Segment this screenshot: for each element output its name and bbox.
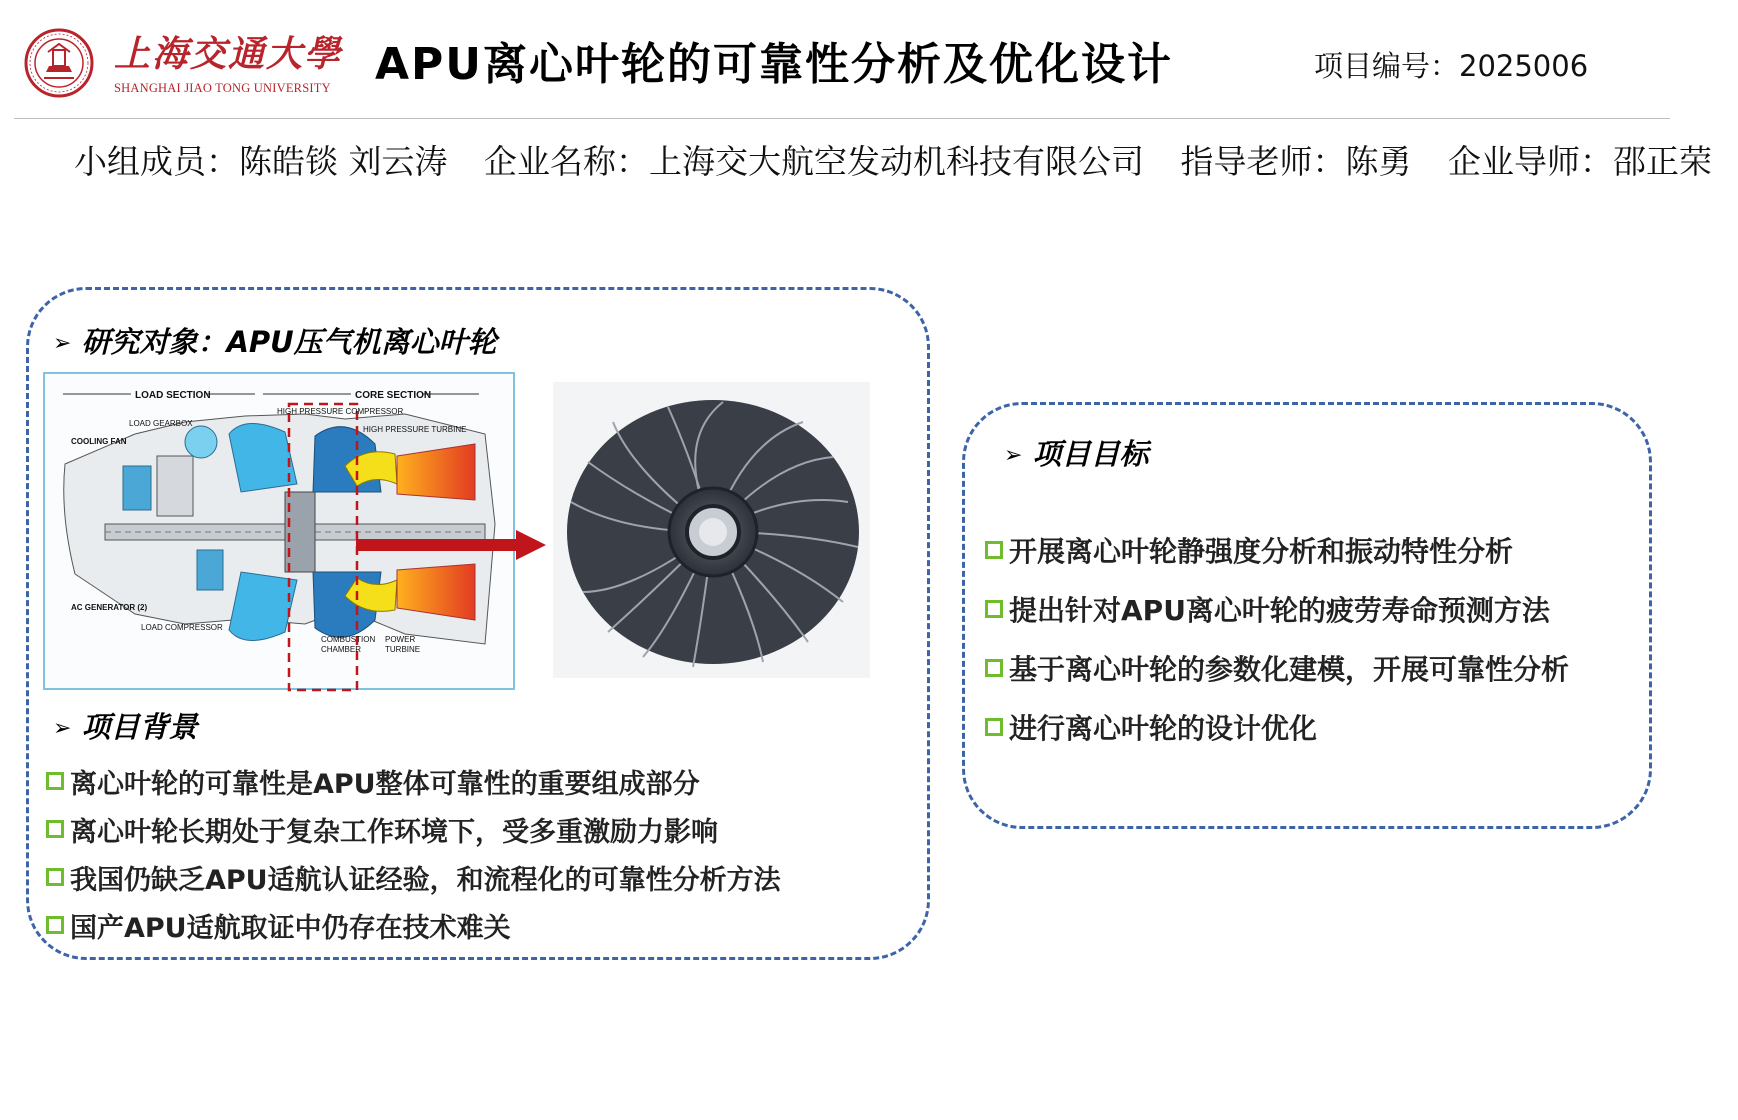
page-title: APU离心叶轮的可靠性分析及优化设计 xyxy=(375,39,1174,90)
svg-text:AC GENERATOR (2): AC GENERATOR (2) xyxy=(71,603,148,612)
svg-text:POWER: POWER xyxy=(385,635,416,644)
svg-text:COOLING FAN: COOLING FAN xyxy=(71,437,127,446)
research-object-heading: ➢ 研究对象：APU压气机离心叶轮 xyxy=(53,325,497,359)
logo-english-name: SHANGHAI JIAO TONG UNIVERSITY xyxy=(114,81,331,95)
checkbox-bullet-icon xyxy=(985,600,1003,618)
svg-text:LOAD COMPRESSOR: LOAD COMPRESSOR xyxy=(141,623,223,632)
red-arrow-icon xyxy=(356,530,546,560)
arrow-bullet-icon: ➢ xyxy=(53,331,72,356)
sjtu-seal-icon xyxy=(24,28,94,98)
arrow-bullet-icon: ➢ xyxy=(53,716,72,741)
impeller-icon xyxy=(553,382,870,678)
impeller-render-image xyxy=(553,382,870,678)
checkbox-bullet-icon xyxy=(46,772,64,790)
university-logo xyxy=(22,24,343,104)
list-item: 基于离心叶轮的参数化建模，开展可靠性分析 xyxy=(985,638,1569,697)
mentor-name: 企业导师：邵正荣 xyxy=(1448,142,1712,181)
checkbox-bullet-icon xyxy=(46,868,64,886)
header-divider xyxy=(14,118,1670,119)
company-name: 企业名称：上海交大航空发动机科技有限公司 xyxy=(484,142,1144,181)
checkbox-bullet-icon xyxy=(985,659,1003,677)
list-item: 提出针对APU离心叶轮的疲劳寿命预测方法 xyxy=(985,579,1569,638)
checkbox-bullet-icon xyxy=(985,718,1003,736)
members-line xyxy=(74,136,1738,183)
list-item: 离心叶轮的可靠性是APU整体可靠性的重要组成部分 xyxy=(46,757,781,805)
checkbox-bullet-icon xyxy=(46,820,64,838)
background-heading: ➢ 项目背景 xyxy=(53,710,198,744)
advisor-name: 指导老师：陈勇 xyxy=(1180,142,1412,181)
goals-heading: ➢ 项目目标 xyxy=(1004,437,1149,471)
svg-text:CHAMBER: CHAMBER xyxy=(321,645,362,654)
svg-text:TURBINE: TURBINE xyxy=(385,645,421,654)
svg-text:CORE SECTION: CORE SECTION xyxy=(355,390,432,401)
svg-text:HIGH PRESSURE TURBINE: HIGH PRESSURE TURBINE xyxy=(363,425,467,434)
list-item: 我国仍缺乏APU适航认证经验，和流程化的可靠性分析方法 xyxy=(46,853,781,901)
goals-list xyxy=(985,520,1569,756)
project-number: 项目编号：2025006 xyxy=(1314,49,1589,83)
checkbox-bullet-icon xyxy=(46,916,64,934)
arrow-bullet-icon: ➢ xyxy=(1004,443,1023,468)
list-item: 进行离心叶轮的设计优化 xyxy=(985,697,1569,756)
svg-text:COMBUSTION: COMBUSTION xyxy=(321,635,376,644)
svg-text:HIGH PRESSURE COMPRESSOR: HIGH PRESSURE COMPRESSOR xyxy=(277,407,404,416)
svg-text:LOAD SECTION: LOAD SECTION xyxy=(135,390,211,401)
background-list xyxy=(46,757,781,949)
logo-chinese-name: 上海交通大學 xyxy=(114,33,343,75)
list-item: 国产APU适航取证中仍存在技术难关 xyxy=(46,901,781,949)
team-members: 小组成员：陈皓锬 刘云涛 xyxy=(74,142,448,181)
list-item: 开展离心叶轮静强度分析和振动特性分析 xyxy=(985,520,1569,579)
svg-text:LOAD GEARBOX: LOAD GEARBOX xyxy=(129,419,193,428)
list-item: 离心叶轮长期处于复杂工作环境下，受多重激励力影响 xyxy=(46,805,781,853)
checkbox-bullet-icon xyxy=(985,541,1003,559)
